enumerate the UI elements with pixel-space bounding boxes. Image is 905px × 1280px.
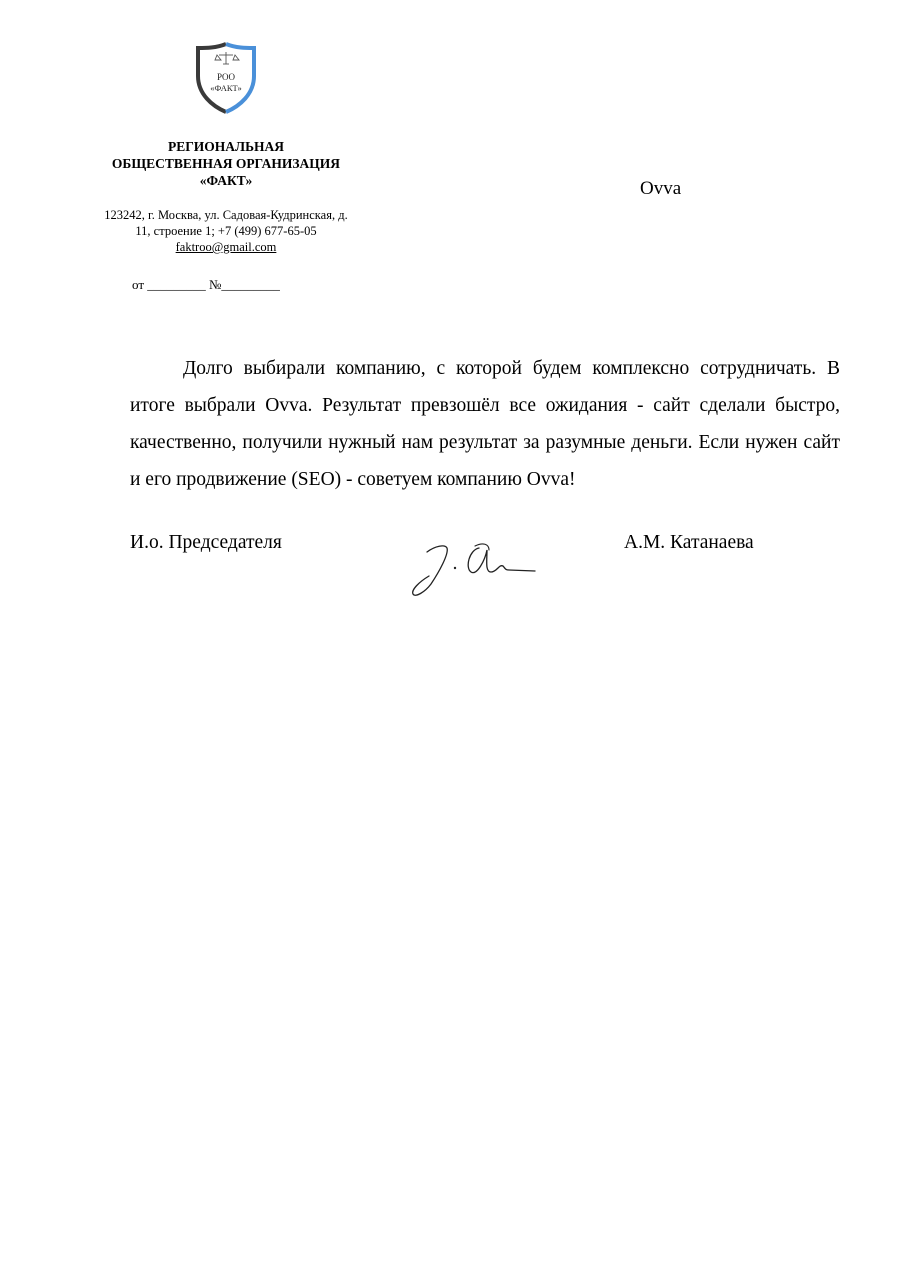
org-name-line: «ФАКТ» <box>199 173 253 188</box>
organization-logo <box>194 40 258 114</box>
signatory-name: А.М. Катанаева <box>624 532 754 553</box>
organization-address <box>80 207 372 255</box>
scales-of-justice-icon <box>215 52 239 64</box>
handwritten-signature <box>405 538 545 600</box>
signatory-title: И.о. Председателя <box>130 532 282 553</box>
reference-number-line: от _________ №_________ <box>132 277 280 292</box>
letter-body <box>130 350 840 498</box>
address-line: 11, строение 1; +7 (499) 677-65-05 <box>135 224 317 238</box>
letterhead <box>80 40 372 293</box>
address-line: 123242, г. Москва, ул. Садовая-Кудринская, д. <box>104 208 348 222</box>
organization-name <box>80 138 372 189</box>
body-paragraph: Долго выбирали компанию, с которой будем комплексно сотрудничать. В итоге выбрали Ovva. Результат превзошёл все ожидания - сайт сделали быстро, качественно, получили нужный нам результат за разумные деньги. Если нужен сайт и его продвижение (SEO) - советуем компанию Ovva! <box>130 358 840 490</box>
org-name-line: ОБЩЕСТВЕННАЯ ОРГАНИЗАЦИЯ <box>111 156 341 171</box>
svg-text:«ФАКТ»: «ФАКТ» <box>210 83 242 93</box>
email-link[interactable]: faktroo@gmail.com <box>175 240 277 254</box>
org-name-line: РЕГИОНАЛЬНАЯ <box>167 139 285 154</box>
svg-text:РОО: РОО <box>216 72 236 82</box>
recipient: Ovva <box>640 178 682 199</box>
